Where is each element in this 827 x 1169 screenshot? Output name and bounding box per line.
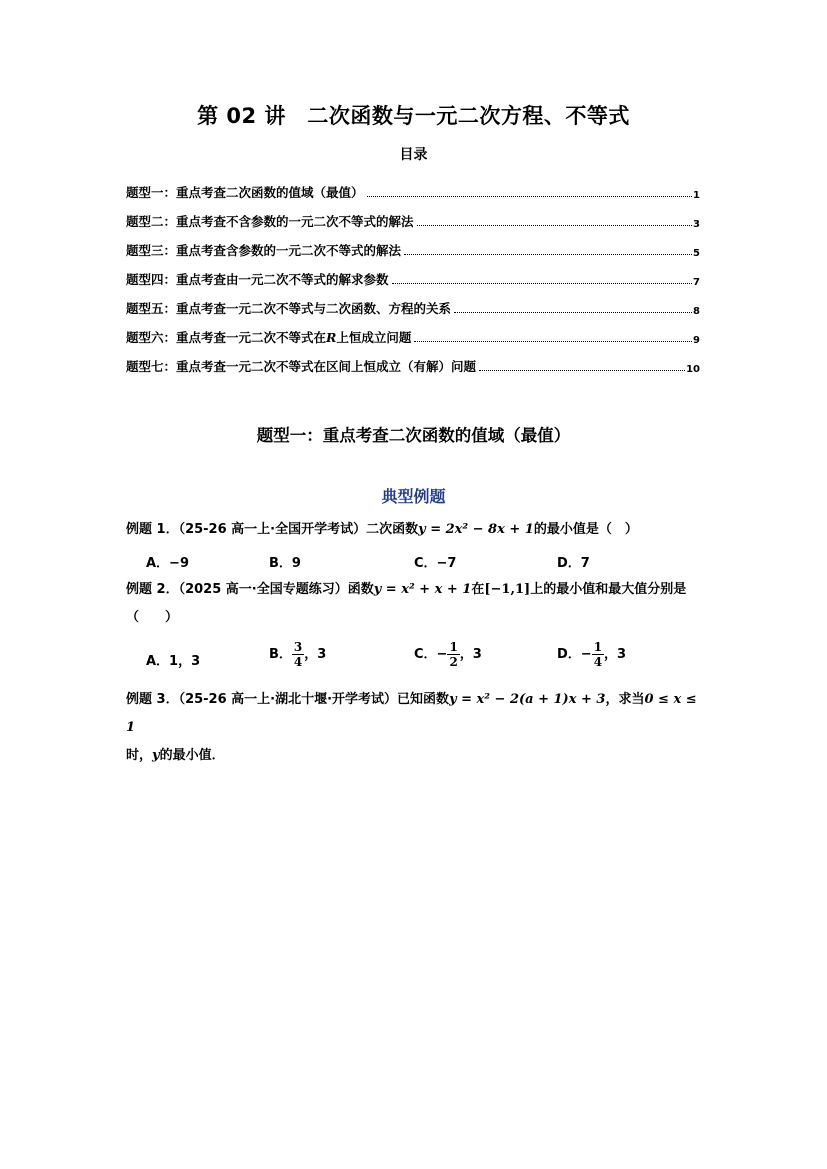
option-d[interactable]: D．− $\frac{1}{4}$ ，3 [557,640,627,669]
toc-leader-dots [392,282,693,284]
toc-item-label: 题型五：重点考查一元二次不等式与二次函数、方程的关系 [126,301,452,316]
example-3-condition: 0 ≤ x ≤ 1 [126,692,697,735]
toc-item-page: 9 [693,335,700,346]
example-3: 例题 3．（25-26 高一上·湖北十堰·开学考试）已知函数y = x² − 2(a + 1)x + 3，求当0 ≤ x ≤ 1 时，y的最小值． [126,692,697,763]
toc-item[interactable] [126,346,700,375]
toc-item[interactable] [126,172,700,201]
toc-item-page: 3 [693,219,700,230]
toc-item-page: 1 [693,190,700,201]
toc-item-label: 题型七：重点考查一元二次不等式在区间上恒成立（有解）问题 [126,359,477,374]
example-2-suffix: 上的最小值和最大值分别是 [530,582,687,597]
toc-item[interactable] [126,201,700,230]
example-2: 例题 2．（2025 高一·全国专题练习）函数y = x² + x + 1在[−1,1]上的最小值和最大值分别是 （ ） [126,582,687,625]
fraction: $\frac{1}{2}$ [449,640,458,669]
toc-leader-dots [414,340,692,342]
example-2-prefix: 例题 2．（2025 高一·全国专题练习）函数 [126,582,374,597]
toc-item[interactable] [126,230,700,259]
fraction: $\frac{3}{4}$ [293,640,303,669]
section-subtitle: 典型例题 [381,487,446,506]
page-title: 第 02 讲 二次函数与一元二次方程、不等式 [197,104,630,128]
option-d[interactable]: D．7 [557,556,590,571]
option-b[interactable]: B．9 [269,556,301,571]
example-1-formula: y = 2x² − 8x + 1 [418,522,534,537]
example-2-answer-blank: （ ） [126,610,179,625]
option-a[interactable]: A．1，3 [146,654,201,669]
option-b[interactable]: B． $\frac{3}{4}$ ，3 [269,640,327,669]
toc-item[interactable] [126,317,700,346]
toc-item-label: 题型一：重点考查二次函数的值域（最值） [126,185,364,200]
example-2-interval: [−1,1] [484,582,531,597]
example-1-suffix: 的最小值是（ ） [533,522,638,537]
toc-leader-dots [367,195,693,197]
example-3-variable: y [152,748,160,763]
toc-leader-dots [454,311,692,313]
toc-item-label: 题型四：重点考查由一元二次不等式的解求参数 [126,272,389,287]
toc-item[interactable] [126,288,700,317]
toc-item-page: 7 [693,277,700,288]
toc-item[interactable] [126,259,700,288]
fraction: $\frac{1}{4}$ [593,640,603,669]
example-1-prefix: 例题 1．（25-26 高一上·全国开学考试）二次函数 [126,522,419,537]
example-3-formula: y = x² − 2(a + 1)x + 3 [449,692,606,707]
example-1 [126,516,706,544]
option-c[interactable]: C．− $\frac{1}{2}$ ，3 [414,640,482,669]
toc-leader-dots [479,369,685,371]
toc-item-page: 8 [693,306,700,317]
option-c[interactable]: C．−7 [414,556,457,571]
toc-item-page: 5 [693,248,700,259]
section-title: 题型一：重点考查二次函数的值域（最值） [256,426,571,445]
example-3-prefix: 例题 3．（25-26 高一上·湖北十堰·开学考试）已知函数 [126,692,450,707]
table-of-contents [126,172,700,375]
toc-item-label: 题型三：重点考查含参数的一元二次不等式的解法 [126,243,402,258]
example-2-formula: y = x² + x + 1 [373,582,472,597]
option-a[interactable]: A．−9 [146,556,189,571]
toc-item-label: 题型二：重点考查不含参数的一元二次不等式的解法 [126,214,414,229]
toc-item-page: 10 [686,364,700,375]
toc-leader-dots [404,253,692,255]
toc-heading: 目录 [399,147,428,163]
toc-item-label: 题型六：重点考查一元二次不等式在R上恒成立问题 [126,330,412,345]
toc-leader-dots [417,224,693,226]
